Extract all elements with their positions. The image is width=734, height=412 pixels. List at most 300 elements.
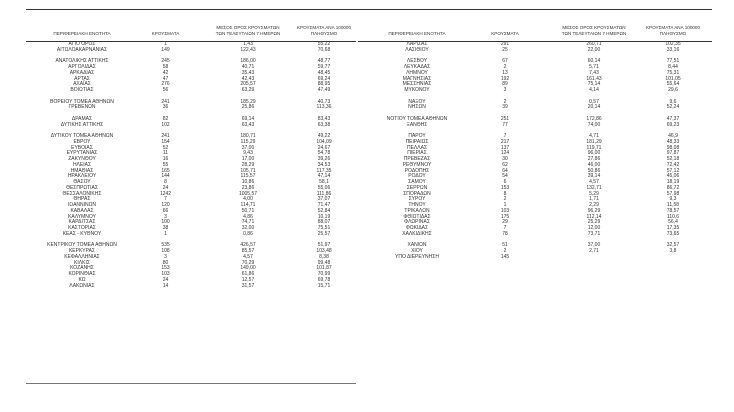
per100k-cell: 45,06: [666, 173, 680, 180]
cases-cell: 3: [164, 253, 167, 260]
per100k-cell: 40,73: [317, 98, 331, 105]
avg7-cell: 161,43: [586, 75, 602, 82]
cases-cell: 77: [502, 121, 508, 128]
avg7-cell: 5,71: [589, 64, 599, 70]
region-cell: ΛΑΚΩΝΙΑΣ: [69, 282, 95, 289]
avg7-cell: 28,29: [241, 161, 255, 168]
cases-cell: 535: [161, 242, 170, 249]
per100k-cell: 58,1: [319, 179, 329, 185]
region-cell: ΑΡΤΑΣ: [74, 75, 90, 82]
cases-cell: 6: [503, 179, 507, 185]
left-rows: [26, 42, 356, 289]
avg7-cell: 205,57: [240, 81, 256, 88]
bottom-rule: [26, 383, 356, 384]
region-cell: ΗΛΕΙΑΣ: [72, 161, 92, 168]
region-cell: ΦΘΙΩΤΙΔΑΣ: [403, 213, 431, 220]
region-cell: ΜΥΚΟΝΟΥ: [404, 87, 430, 93]
region-cell: ΤΗΝΟΥ: [408, 202, 426, 208]
per100k-cell: 18,19: [666, 179, 680, 185]
per100k-cell: 86,72: [666, 184, 680, 191]
region-cell: ΑΙΤΩΛΟΑΚΑΡΝΑΝΙΑΣ: [56, 46, 108, 53]
cases-cell: 47: [162, 75, 169, 82]
avg7-cell: 12,57: [241, 276, 255, 283]
region-cell: ΤΡΙΚΑΛΩΝ: [404, 207, 430, 214]
avg7-cell: 40,71: [241, 64, 255, 70]
per100k-cell: 10,19: [317, 213, 331, 220]
avg7-cell: 181,29: [586, 138, 602, 145]
avg7-cell: 17,00: [241, 156, 255, 162]
cases-cell: 1: [503, 202, 507, 208]
region-cell: ΦΩΚΙΔΑΣ: [405, 225, 429, 231]
avg7-cell: 61,86: [241, 271, 255, 277]
per100k-cell: 77,51: [666, 58, 680, 65]
cases-cell: 144: [161, 173, 170, 180]
cases-cell: 153: [500, 184, 510, 191]
right-rows: [358, 42, 712, 261]
per100k-cell: 117,35: [316, 167, 332, 174]
avg7-cell: 25,29: [587, 219, 601, 226]
avg7-cell: 74,71: [241, 219, 255, 226]
per100k-cell: 37,07: [317, 196, 331, 203]
avg7-cell: 12,00: [587, 225, 601, 231]
avg7-cell: 31,57: [241, 282, 255, 289]
avg7-cell: 4,86: [243, 213, 253, 220]
region-cell: ΛΕΥΚΑΔΑΣ: [403, 64, 431, 70]
region-cell: ΔΥΤΙΚΗΣ ΑΤΤΙΚΗΣ: [60, 121, 104, 128]
avg7-cell: 132,71: [586, 184, 602, 191]
avg7-cell: 63,43: [241, 121, 255, 128]
header-avg7: [208, 25, 288, 37]
avg7-cell: 180,71: [240, 133, 256, 139]
cases-cell: 16: [162, 156, 169, 162]
region-cell: ΚΟΡΙΝΘΙΑΣ: [68, 271, 96, 277]
avg7-cell: 122,43: [240, 46, 256, 53]
cases-cell: 103: [161, 271, 170, 277]
region-cell: ΝΟΤΙΟΥ ΤΟΜΕΑ ΑΘΗΝΩΝ: [386, 115, 448, 122]
avg7-cell: 27,86: [587, 156, 601, 162]
per100k-cell: 34,53: [317, 161, 331, 168]
cases-cell: 14: [162, 282, 169, 289]
per100k-cell: 25,57: [317, 230, 331, 237]
region-cell: ΘΗΡΑΣ: [73, 196, 91, 203]
cases-cell: 192: [500, 75, 510, 82]
region-cell: ΡΕΘΥΜΝΟΥ: [402, 161, 432, 168]
avg7-cell: 35,43: [241, 69, 255, 76]
avg7-cell: 1,43: [243, 41, 253, 47]
cases-cell: 67: [502, 58, 508, 65]
cases-cell: 251: [500, 115, 510, 122]
region-cell: ΠΕΛΛΑΣ: [406, 144, 428, 151]
region-cell: ΓΡΕΒΕΝΩΝ: [68, 104, 96, 111]
region-cell: ΑΝΑΤΟΛΙΚΗΣ ΑΤΤΙΚΗΣ: [55, 58, 109, 65]
per100k-cell: 69,23: [666, 121, 680, 128]
per100k-cell: 98,08: [666, 144, 680, 151]
region-cell: ΑΡΚΑΔΙΑΣ: [69, 69, 95, 76]
cases-cell: 24: [162, 276, 169, 283]
per100k-cell: 97,87: [666, 150, 680, 157]
cases-cell: 137: [500, 144, 510, 151]
per100k-cell: 48,45: [317, 69, 331, 76]
per100k-cell: 49,22: [317, 133, 331, 139]
cases-cell: 25: [502, 46, 508, 53]
avg7-cell: 25,86: [241, 104, 255, 111]
cases-cell: 2: [503, 196, 507, 203]
cases-cell: 62: [502, 161, 508, 168]
region-cell: ΑΧΑΪΑΣ: [73, 81, 91, 88]
region-cell: ΕΥΒΟΙΑΣ: [71, 144, 93, 151]
header-per100k: [634, 25, 712, 37]
region-cell: ΚΕΡΚΥΡΑΣ: [68, 248, 96, 254]
per100k-cell: 47,37: [666, 115, 680, 122]
per100k-cell: 47,49: [317, 87, 331, 93]
region-cell: ΞΑΝΘΗΣ: [406, 121, 428, 128]
avg7-cell: 185,29: [240, 98, 256, 105]
cases-cell: 245: [161, 58, 170, 65]
avg7-cell: 70,29: [241, 259, 255, 266]
avg7-cell: 50,71: [241, 207, 255, 214]
region-cell: ΘΑΣΟΥ: [73, 179, 91, 185]
header-avg7-line2: ΤΩΝ ΤΕΛΕΥΤΑΙΩΝ 7 ΗΜΕΡΩΝ: [561, 31, 627, 36]
per100k-cell: 70,68: [317, 46, 331, 53]
region-cell: ΚΟΖΑΝΗΣ: [70, 265, 94, 272]
per100k-cell: 3,8: [669, 248, 677, 254]
per100k-cell: 57,12: [666, 167, 680, 174]
per100k-cell: 113,36: [316, 104, 332, 111]
cases-cell: 38: [162, 225, 169, 231]
region-cell: ΣΠΟΡΑΔΩΝ: [403, 190, 431, 197]
cases-cell: 154: [161, 138, 170, 145]
cases-cell: 276: [161, 81, 170, 88]
avg7-cell: 0,86: [243, 230, 253, 237]
cases-cell: 153: [161, 265, 170, 272]
region-cell: ΚΕΝΤΡΙΚΟΥ ΤΟΜΕΑ ΑΘΗΝΩΝ: [47, 242, 117, 249]
per100k-cell: 111,86: [316, 190, 332, 197]
per100k-cell: 69,24: [317, 75, 331, 82]
per100k-cell: 29,6: [668, 87, 678, 93]
per100k-cell: 63,38: [317, 121, 331, 128]
per100k-cell: 55,64: [666, 81, 680, 88]
cases-cell: 3: [503, 87, 507, 93]
region-cell: ΚΕΑΣ - ΚΥΘΝΟΥ: [62, 230, 102, 237]
region-cell: ΜΑΓΝΗΣΙΑΣ: [402, 75, 432, 82]
cases-cell: 82: [162, 115, 169, 122]
avg7-cell: 96,29: [587, 207, 601, 214]
header-per100k-line1: ΚΡΟΥΣΜΑΤΑ ΑΝΑ 100000: [296, 25, 352, 30]
region-cell: ΑΡΓΟΛΙΔΑΣ: [68, 64, 96, 70]
avg7-cell: 1005,57: [238, 190, 258, 197]
header-avg7: [554, 25, 634, 37]
region-cell: ΚΕΦΑΛΛΗΝΙΑΣ: [64, 253, 100, 260]
cases-cell: 3: [164, 213, 167, 220]
cases-cell: 241: [161, 133, 170, 139]
cases-cell: 78: [502, 230, 508, 237]
per100k-cell: 88,07: [317, 219, 331, 226]
avg7-cell: 4,71: [589, 133, 599, 139]
avg7-cell: 96,00: [587, 150, 601, 157]
cases-cell: 8: [503, 190, 507, 197]
cases-cell: 7: [164, 196, 167, 203]
per100k-cell: 78,57: [666, 207, 680, 214]
cases-cell: 165: [161, 167, 170, 174]
header-avg7-line1: ΜΕΣΟΣ ΟΡΟΣ ΚΡΟΥΣΜΑΤΩΝ: [216, 25, 280, 30]
avg7-cell: 9,43: [243, 150, 253, 157]
region-cell: ΝΗΣΩΝ: [408, 104, 426, 111]
cases-cell: 30: [502, 156, 508, 162]
region-cell: ΧΑΝΙΩΝ: [407, 242, 427, 249]
cases-cell: 39: [502, 104, 508, 111]
avg7-cell: 85,57: [241, 248, 255, 254]
per100k-cell: 33,16: [666, 46, 680, 53]
region-cell: ΙΩΑΝΝΙΝΩΝ: [67, 202, 97, 208]
cases-cell: 66: [162, 207, 169, 214]
per100k-cell: 73,65: [666, 230, 680, 237]
per100k-cell: 54,78: [317, 150, 331, 157]
region-cell: ΛΑΣΙΘΙΟΥ: [405, 46, 429, 53]
avg7-cell: 2,71: [589, 248, 599, 254]
per100k-cell: 101,87: [316, 265, 332, 272]
region-cell: ΚΑΛΥΜΝΟΥ: [68, 213, 96, 220]
avg7-cell: 46,00: [587, 161, 601, 168]
per100k-cell: 69,78: [317, 276, 331, 283]
header-per100k-line1: ΚΡΟΥΣΜΑΤΑ ΑΝΑ 100000: [645, 25, 701, 30]
cases-cell: 241: [161, 98, 170, 105]
cases-cell: 217: [500, 138, 510, 145]
cases-cell: 7: [503, 225, 507, 231]
per100k-cell: 55,06: [317, 184, 331, 191]
region-cell: ΚΩ: [78, 276, 86, 283]
cases-cell: 29: [502, 219, 508, 226]
header-cases: ΚΡΟΥΣΜΑΤΑ: [151, 31, 180, 36]
per100k-cell: 9,3: [669, 196, 677, 203]
per100k-cell: 70,99: [317, 271, 331, 277]
cases-cell: 1: [164, 230, 167, 237]
region-cell: ΖΑΚΥΝΘΟΥ: [68, 156, 96, 162]
per100k-cell: 99,48: [317, 259, 331, 266]
cases-cell: 175: [500, 213, 510, 220]
avg7-cell: 73,71: [587, 230, 601, 237]
region-cell: ΥΠΟ ΔΙΕΡΕΥΝΗΣΗ: [395, 253, 439, 260]
cases-cell: 42: [162, 69, 169, 76]
region-cell: ΚΑΣΤΟΡΙΑΣ: [68, 225, 96, 231]
avg7-cell: 75,14: [587, 81, 601, 88]
cases-cell: 120: [161, 202, 170, 208]
per100k-cell: 15,71: [317, 282, 331, 289]
cases-cell: 2: [503, 64, 507, 70]
region-cell: ΗΜΑΘΙΑΣ: [70, 167, 94, 174]
header-avg7-line2: ΤΩΝ ΤΕΛΕΥΤΑΙΩΝ 7 ΗΜΕΡΩΝ: [215, 31, 281, 36]
cases-cell: 13: [502, 69, 508, 76]
avg7-cell: 39,14: [587, 173, 601, 180]
per100k-cell: 17,35: [666, 225, 680, 231]
region-cell: ΑΓΙΟ ΟΡΟΣ: [68, 41, 96, 47]
cases-cell: 56: [162, 87, 169, 93]
region-cell: ΛΗΜΝΟΥ: [406, 69, 428, 76]
cases-cell: 124: [500, 150, 510, 157]
per100k-cell: 52,24: [666, 104, 680, 111]
avg7-cell: 260,71: [586, 41, 602, 47]
region-cell: ΝΑΞΟΥ: [408, 98, 426, 105]
cases-cell: 1242: [159, 190, 172, 197]
region-cell: ΕΒΡΟΥ: [73, 138, 91, 145]
cases-cell: 51: [502, 242, 508, 249]
region-cell: ΠΡΕΒΕΖΑΣ: [403, 156, 431, 162]
avg7-cell: 4,00: [243, 196, 253, 203]
cases-cell: 89: [502, 81, 508, 88]
region-cell: ΚΙΛΚΙΣ: [74, 259, 90, 266]
per100k-cell: 8,44: [668, 64, 678, 70]
header-per100k: [288, 25, 360, 37]
avg7-cell: 20,14: [587, 104, 601, 111]
region-cell: ΚΑΡΔΙΤΣΑΣ: [68, 219, 96, 226]
region-cell: ΘΕΣΠΡΩΤΙΑΣ: [66, 184, 98, 191]
avg7-cell: 115,29: [240, 138, 256, 145]
cases-cell: 103: [500, 207, 510, 214]
avg7-cell: 105,71: [240, 167, 256, 174]
region-cell: ΛΑΡΙΣΑΣ: [406, 41, 428, 47]
per100k-cell: 24,67: [317, 144, 331, 151]
region-cell: ΒΟΙΩΤΙΑΣ: [70, 87, 94, 93]
per100k-cell: 8,38: [319, 253, 329, 260]
cases-cell: 100: [161, 219, 170, 226]
table-row: [358, 255, 712, 261]
cases-cell: 2: [503, 248, 507, 254]
cases-cell: 108: [161, 248, 170, 254]
per100k-cell: 55,22: [317, 41, 331, 47]
per100k-cell: 52,18: [666, 156, 680, 162]
header-avg7-line1: ΜΕΣΟΣ ΟΡΟΣ ΚΡΟΥΣΜΑΤΩΝ: [562, 25, 626, 30]
avg7-cell: 37,00: [241, 144, 255, 151]
avg7-cell: 37,00: [587, 242, 601, 249]
avg7-cell: 426,57: [240, 242, 256, 249]
cases-cell: 2: [503, 98, 507, 105]
avg7-cell: 4,57: [243, 253, 253, 260]
per100k-cell: 101,05: [665, 75, 681, 82]
region-cell: ΣΥΡΟΥ: [408, 196, 426, 203]
avg7-cell: 4,14: [589, 87, 599, 93]
avg7-cell: 10,86: [241, 179, 255, 185]
header-region: ΠΕΡΙΦΕΡΕΙΑΚΗ ΕΝΟΤΗΤΑ: [388, 31, 446, 36]
cases-cell: 64: [502, 167, 508, 174]
per100k-cell: 56,4: [668, 219, 678, 226]
cases-cell: 8: [164, 179, 167, 185]
per100k-cell: 52,84: [317, 207, 331, 214]
cases-cell: 80: [162, 259, 169, 266]
region-cell: ΠΑΡΟΥ: [408, 133, 426, 139]
header-per100k-line2: ΠΛΗΘΥΣΜΟ: [310, 31, 338, 36]
avg7-cell: 69,14: [241, 115, 255, 122]
avg7-cell: 74,00: [587, 121, 601, 128]
cases-cell: 55: [162, 161, 169, 168]
per100k-cell: 48,77: [317, 58, 331, 65]
avg7-cell: 186,00: [240, 58, 256, 65]
region-cell: ΕΥΡΥΤΑΝΙΑΣ: [66, 150, 98, 157]
per100k-cell: 32,57: [666, 242, 680, 249]
region-cell: ΡΟΔΟΥ: [408, 173, 426, 180]
avg7-cell: 115,57: [240, 173, 256, 180]
region-cell: ΠΙΕΡΙΑΣ: [407, 150, 427, 157]
region-cell: ΣΑΜΟΥ: [408, 179, 426, 185]
per100k-cell: 59,77: [317, 64, 331, 70]
per100k-cell: 9,6: [669, 98, 677, 105]
region-cell: ΠΕΙΡΑΙΩΣ: [405, 138, 429, 145]
per100k-cell: 57,98: [666, 190, 680, 197]
per100k-cell: 75,51: [317, 225, 331, 231]
cases-cell: 58: [162, 64, 169, 70]
per100k-cell: 51,97: [317, 242, 331, 249]
region-cell: ΚΑΒΑΛΑΣ: [70, 207, 94, 214]
per100k-cell: 47,14: [317, 173, 331, 180]
cases-cell: 11: [162, 150, 169, 157]
per100k-cell: 104,09: [316, 138, 332, 145]
per100k-cell: 46,9: [668, 133, 678, 139]
per100k-cell: 75,31: [666, 69, 680, 76]
avg7-cell: 7,43: [589, 69, 599, 76]
avg7-cell: 0,57: [589, 98, 599, 105]
avg7-cell: 50,86: [587, 167, 601, 174]
avg7-cell: 4,57: [589, 179, 599, 185]
cases-cell: 52: [162, 144, 169, 151]
region-cell: ΧΑΛΚΙΔΙΚΗΣ: [402, 230, 432, 237]
avg7-cell: 112,14: [586, 213, 602, 220]
region-cell: ΒΟΡΕΙΟΥ ΤΟΜΕΑ ΑΘΗΝΩΝ: [50, 98, 114, 105]
avg7-cell: 22,00: [587, 46, 601, 53]
cases-cell: 36: [162, 104, 169, 111]
per100k-cell: 110,6: [666, 213, 680, 220]
avg7-cell: 5,29: [589, 190, 599, 197]
cases-cell: 102: [161, 121, 170, 128]
cases-cell: 54: [502, 173, 508, 180]
region-cell: ΘΕΣΣΑΛΟΝΙΚΗΣ: [62, 190, 102, 197]
per100k-cell: 103,48: [316, 248, 332, 254]
per100k-cell: 102,35: [665, 41, 681, 47]
region-cell: ΗΡΑΚΛΕΙΟΥ: [67, 173, 97, 180]
region-cell: ΔΥΤΙΚΟΥ ΤΟΜΕΑ ΑΘΗΝΩΝ: [50, 133, 114, 139]
avg7-cell: 172,86: [586, 115, 602, 122]
avg7-cell: 63,29: [241, 87, 255, 93]
region-cell: ΜΕΣΣΗΝΙΑΣ: [402, 81, 432, 88]
region-cell: ΔΡΑΜΑΣ: [71, 115, 93, 122]
avg7-cell: 60,14: [587, 58, 601, 65]
per100k-cell: 88,95: [317, 81, 331, 88]
header-cases: ΚΡΟΥΣΜΑΤΑ: [491, 31, 519, 36]
region-cell: ΣΕΡΡΩΝ: [406, 184, 428, 191]
per100k-cell: 71,47: [317, 202, 331, 208]
avg7-cell: 23,86: [241, 184, 255, 191]
per100k-cell: 48,33: [666, 138, 680, 145]
avg7-cell: 2,29: [589, 202, 599, 208]
per100k-cell: 83,43: [317, 115, 331, 122]
avg7-cell: 114,71: [240, 202, 256, 208]
cases-cell: 149: [161, 46, 170, 53]
region-cell: ΦΛΩΡΙΝΑΣ: [404, 219, 430, 226]
per100k-cell: 11,58: [666, 202, 680, 208]
avg7-cell: 1,71: [589, 196, 599, 203]
top-rule: [26, 9, 712, 10]
cases-cell: 291: [500, 41, 510, 47]
avg7-cell: 149,00: [240, 265, 256, 272]
region-cell: ΛΕΣΒΟΥ: [406, 58, 428, 65]
cases-cell: 24: [162, 184, 169, 191]
per100k-cell: 39,26: [317, 156, 331, 162]
header-region: ΠΕΡΙΦΕΡΕΙΑΚΗ ΕΝΟΤΗΤΑ: [53, 31, 111, 36]
header-per100k-line2: ΠΛΗΘΥΣΜΟ: [659, 31, 687, 36]
avg7-cell: 119,71: [586, 144, 602, 151]
cases-cell: 145: [500, 253, 510, 260]
region-cell: ΧΙΟΥ: [411, 248, 423, 254]
table-row: [26, 284, 356, 290]
avg7-cell: 32,00: [241, 225, 255, 231]
region-cell: ΡΟΔΟΠΗΣ: [404, 167, 430, 174]
